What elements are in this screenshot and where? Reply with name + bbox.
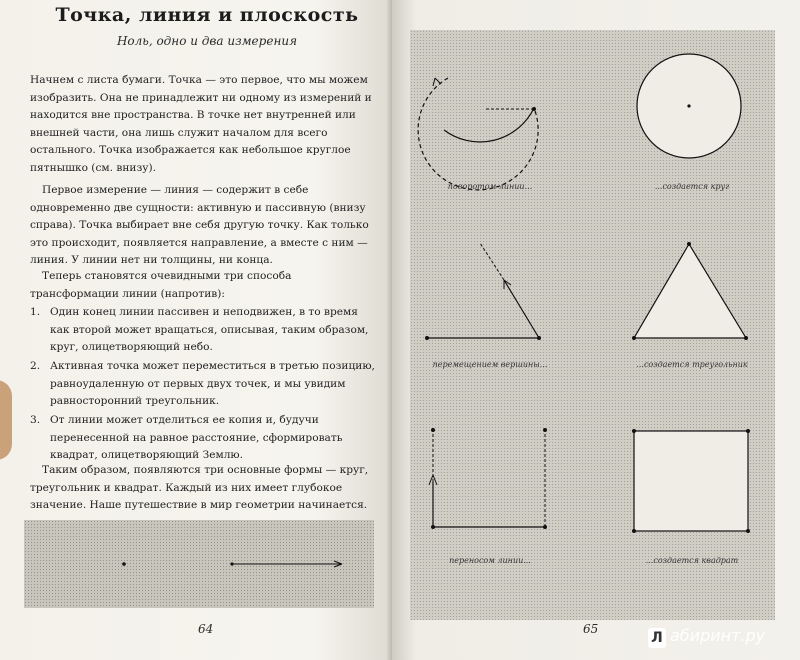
rotation-arc-dashed <box>418 78 538 190</box>
thumb <box>0 380 12 460</box>
list-text: От линии может отделиться ее копия и, будучи перенесенной на равное расстояние, сформировать квадрат, олицетворяющий Землю. <box>50 414 343 461</box>
shapes-panel <box>410 30 775 620</box>
list-number: 1. <box>30 306 41 318</box>
list-text: Один конец линии пассивен и неподвижен, в то время как второй может вращаться, описывая, таким образом, круг, олицетворяющий небо. <box>50 306 369 353</box>
page-number-left: 64 <box>198 622 214 636</box>
paragraph-2: Первое измерение — линия — содержит в себе одновременно две сущности: активную и пассивную (внизу справа). Точка выбирает вне себя другую точку. Как только это происходит, появляется направление, а вместе с ним — линия. У линии нет ни толщины, ни конца. <box>30 184 369 266</box>
list-item <box>30 358 375 412</box>
left-page <box>0 0 392 660</box>
caption-translation: переносом линии... <box>449 556 531 565</box>
square-shape <box>634 431 748 531</box>
caption-circle: ...создается круг <box>654 182 730 191</box>
page-number-right: 65 <box>583 622 599 636</box>
caption-triangle: ...создается треугольник <box>636 360 748 369</box>
arrow-icon <box>433 78 441 86</box>
pivot-dot <box>532 107 536 111</box>
caption-rotation: поворотом линии... <box>447 182 533 191</box>
list-number: 3. <box>30 414 41 426</box>
caption-vertex: перемещением вершины... <box>432 360 548 369</box>
circle-center-dot <box>687 104 690 107</box>
caption-square: ...создается квадрат <box>645 556 739 565</box>
page-subtitle: Ноль, одно и два измерения <box>116 34 298 48</box>
point-line-illustration <box>24 520 374 608</box>
watermark <box>648 626 798 652</box>
list-text: Активная точка может переместиться в третью позицию, равноудаленную от первых двух точек, и мы увидим равносторонний треугольник. <box>50 360 375 407</box>
moving-line <box>504 280 539 338</box>
list-item <box>30 304 375 358</box>
watermark-text: абиринт.ру <box>670 626 766 645</box>
closing-paragraph: Таким образом, появляются три основные формы — круг, треугольник и квадрат. Каждый из них имеет глубокое значение. Наше путешествие в мир геометрии начинается. <box>30 464 369 511</box>
page-title: Точка, линия и плоскость <box>55 4 359 26</box>
triangle-shape <box>634 244 746 338</box>
moving-line-dashed <box>480 243 504 280</box>
paragraph-1: Начнем с листа бумаги. Точка — это первое, что мы можем изобразить. Она не принадлежит ни одному из измерений и находится вне пространства. В точке нет внутренней или внешней части, она лишь служит началом для всего остального. Точка изображается как небольшое круглое пятнышко (см. внизу). <box>30 74 372 174</box>
list-number: 2. <box>30 360 41 372</box>
rotation-arc <box>444 108 534 142</box>
list-item <box>30 412 375 466</box>
point-dot <box>122 562 126 566</box>
arrow-icon <box>504 280 511 289</box>
watermark-logo: Л <box>648 628 666 648</box>
paragraph-3: Теперь становятся очевидными три способа трансформации линии (напротив): <box>30 270 292 300</box>
base-left-dot <box>425 336 429 340</box>
